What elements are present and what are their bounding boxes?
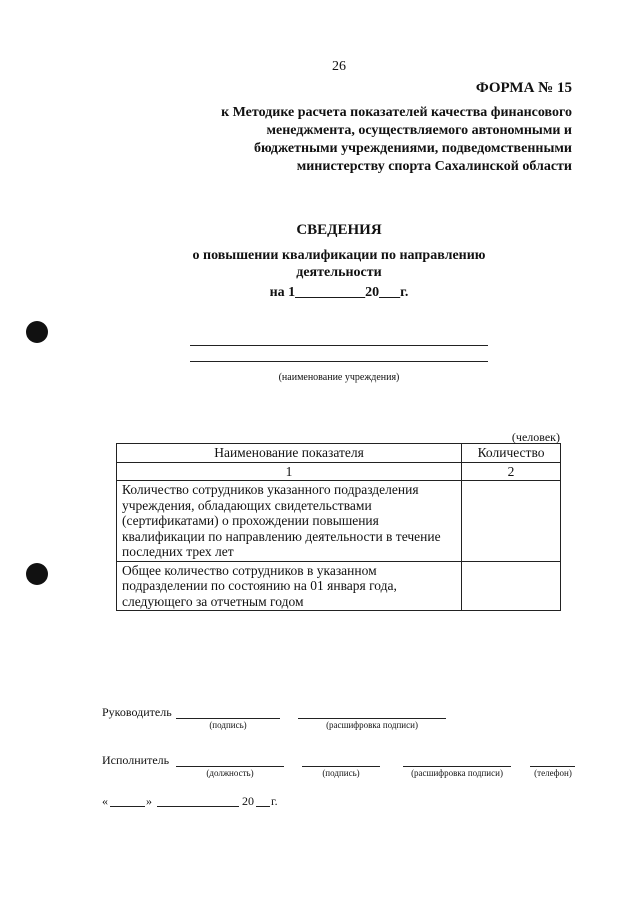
executor-name-line[interactable]: [403, 766, 511, 767]
date-close-quote: »: [146, 794, 152, 808]
table-row: [117, 481, 561, 562]
executor-position-caption: (должность): [206, 768, 254, 778]
head-signature-caption: (подпись): [209, 720, 247, 730]
header-quantity: Количество: [462, 444, 561, 463]
document-subtitle: [189, 247, 489, 281]
binder-hole-bottom: [26, 563, 48, 585]
executor-position-line[interactable]: [176, 766, 284, 767]
appendix-line: министерству спорта Сахалинской области: [296, 159, 572, 174]
document-date: на 1__________20___г.: [269, 285, 409, 300]
date-month-line[interactable]: [157, 806, 239, 807]
table-row: [117, 561, 561, 611]
executor-phone-line[interactable]: [530, 766, 575, 767]
head-name-caption: (расшифровка подписи): [326, 720, 418, 730]
date-suffix: г.: [271, 794, 278, 808]
executor-signature-line[interactable]: [302, 766, 380, 767]
executor-signature-caption: (подпись): [322, 768, 360, 778]
document-title: СВЕДЕНИЯ: [296, 222, 382, 238]
indicator-cell: Количество сотрудников указанного подразделения учреждения, обладающих свидетельствами (сертификатами) о прохождении повышения квалификации по направлению деятельности в течение последних трех лет: [117, 481, 462, 562]
subtitle-line: о повышении квалификации по направлению: [192, 248, 486, 263]
table-header-row: [117, 444, 561, 463]
head-name-line[interactable]: [298, 718, 446, 719]
executor-name-caption: (расшифровка подписи): [411, 768, 503, 778]
page-number: 26: [332, 59, 346, 74]
executor-phone-caption: (телефон): [534, 768, 572, 778]
column-number: 2: [462, 462, 561, 481]
head-label: Руководитель: [102, 705, 172, 719]
column-number: 1: [117, 462, 462, 481]
form-title: ФОРМА № 15: [475, 80, 572, 96]
indicator-cell: Общее количество сотрудников в указанном подразделении по состоянию на 01 января года, следующего за отчетным годом: [117, 561, 462, 611]
executor-label: Исполнитель: [102, 753, 170, 767]
appendix-line: к Методике расчета показателей качества финансового: [221, 105, 572, 120]
header-indicator: Наименование показателя: [117, 444, 462, 463]
institution-name-line[interactable]: [190, 361, 488, 362]
indicators-table: [116, 443, 561, 611]
units-label: (человек): [511, 430, 560, 444]
binder-hole-top: [26, 321, 48, 343]
date-year-prefix: 20: [242, 794, 254, 808]
appendix-line: менеджмента, осуществляемого автономными и: [266, 123, 572, 138]
date-year-line[interactable]: [256, 806, 270, 807]
institution-caption: (наименование учреждения): [278, 372, 400, 383]
quantity-cell[interactable]: [462, 561, 561, 611]
date-day-line[interactable]: [110, 806, 145, 807]
appendix-line: бюджетными учреждениями, подведомственными: [253, 141, 572, 156]
subtitle-line: деятельности: [296, 265, 382, 280]
institution-name-line[interactable]: [190, 345, 488, 346]
quantity-cell[interactable]: [462, 481, 561, 562]
appendix-note: [172, 104, 572, 176]
column-number-row: [117, 462, 561, 481]
date-open-quote: «: [102, 794, 108, 808]
head-signature-line[interactable]: [176, 718, 280, 719]
